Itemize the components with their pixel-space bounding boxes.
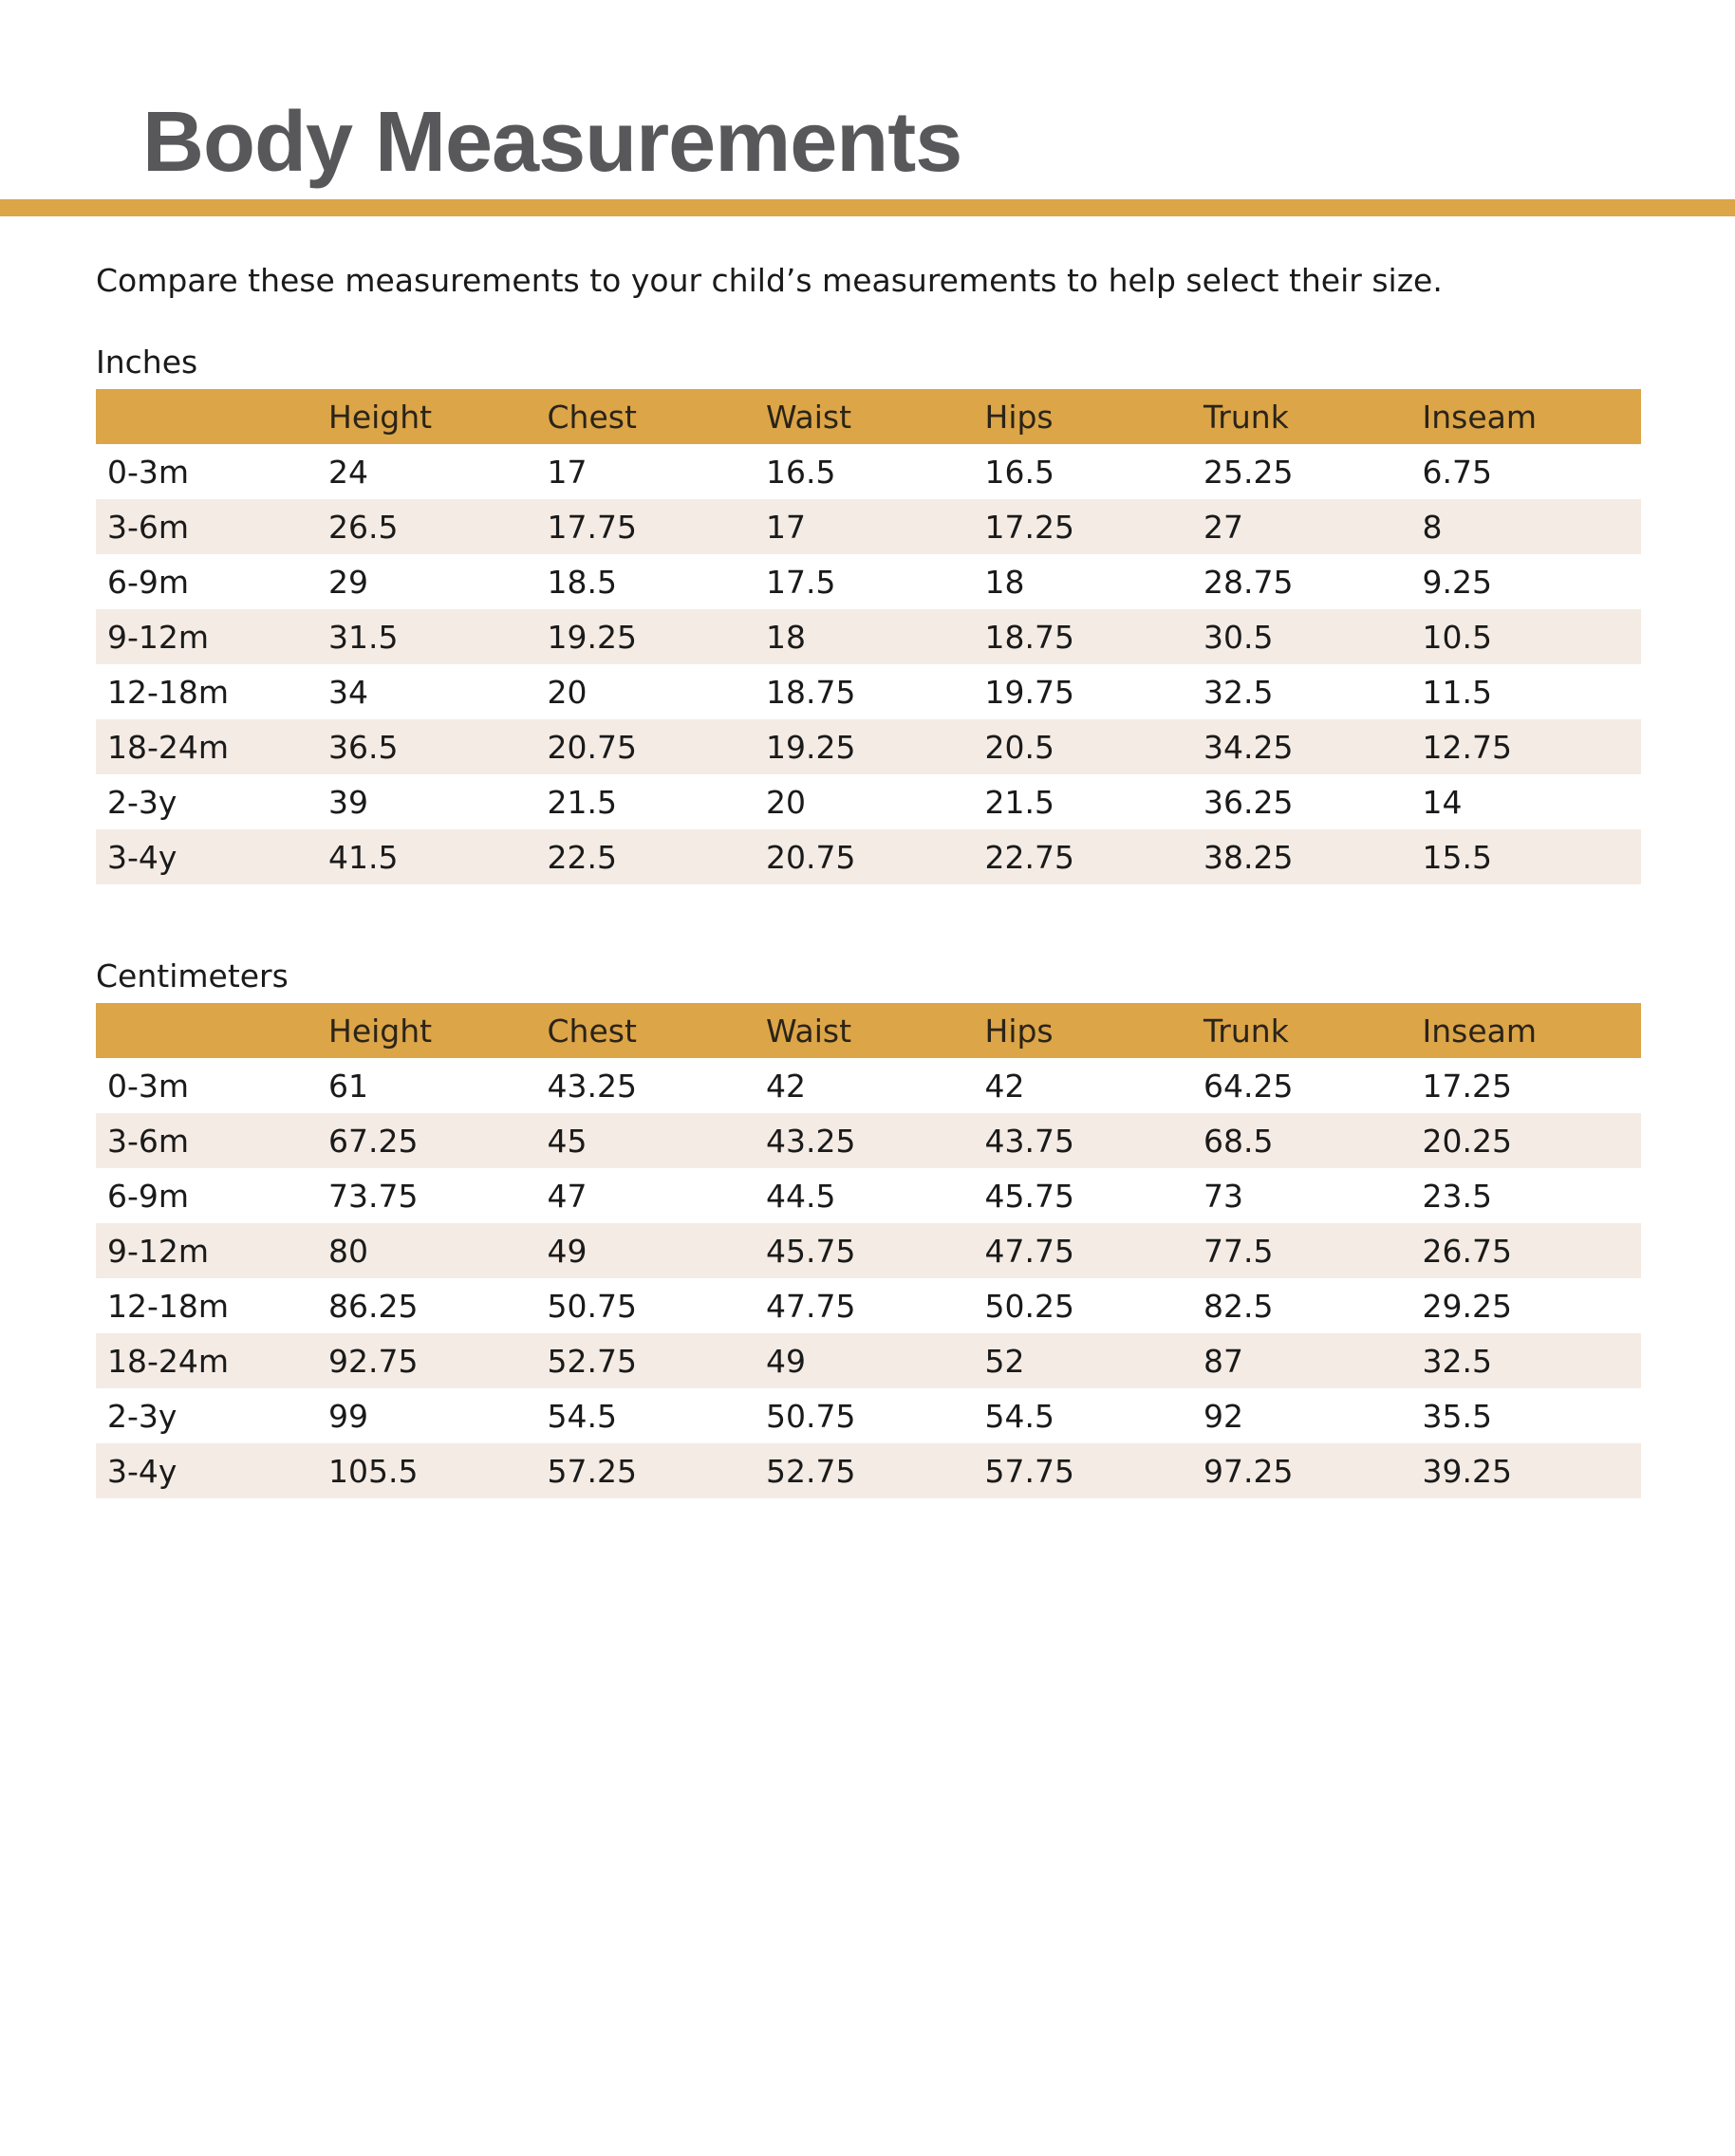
value-cell: 80 — [328, 1232, 368, 1270]
value-cell: 32.5 — [1422, 1342, 1492, 1380]
value-cell: 34.25 — [1203, 728, 1294, 766]
size-cell: 6-9m — [107, 563, 190, 601]
value-cell: 42 — [984, 1067, 1025, 1105]
header-cell: Chest — [547, 398, 637, 436]
header-cell: Height — [328, 1012, 433, 1050]
value-cell: 32.5 — [1203, 673, 1274, 711]
value-cell: 30.5 — [1203, 618, 1274, 656]
table-row — [96, 829, 1641, 884]
value-cell: 45.75 — [984, 1177, 1074, 1215]
value-cell: 31.5 — [328, 618, 399, 656]
value-cell: 105.5 — [328, 1452, 419, 1490]
value-cell: 28.75 — [1203, 563, 1294, 601]
value-cell: 19.25 — [547, 618, 637, 656]
header-cell-size — [96, 389, 328, 444]
value-cell: 38.25 — [1203, 838, 1294, 876]
value-cell: 20 — [766, 783, 806, 821]
table-row — [96, 1223, 1641, 1278]
value-cell: 45 — [547, 1122, 588, 1160]
value-cell: 17 — [766, 508, 806, 546]
size-cell: 12-18m — [107, 1287, 230, 1325]
table-row — [96, 1168, 1641, 1223]
value-cell: 47.75 — [984, 1232, 1074, 1270]
table-row — [96, 1113, 1641, 1168]
value-cell: 49 — [766, 1342, 806, 1380]
value-cell: 17.75 — [547, 508, 637, 546]
value-cell: 97.25 — [1203, 1452, 1294, 1490]
value-cell: 22.5 — [547, 838, 617, 876]
value-cell: 77.5 — [1203, 1232, 1274, 1270]
value-cell: 82.5 — [1203, 1287, 1274, 1325]
value-cell: 14 — [1422, 783, 1463, 821]
value-cell: 43.25 — [766, 1122, 856, 1160]
value-cell: 99 — [328, 1397, 368, 1435]
value-cell: 21.5 — [984, 783, 1054, 821]
table-header-row — [96, 1003, 1641, 1058]
value-cell: 16.5 — [984, 453, 1054, 491]
value-cell: 20.75 — [766, 838, 856, 876]
value-cell: 19.75 — [984, 673, 1074, 711]
value-cell: 52.75 — [766, 1452, 856, 1490]
value-cell: 18 — [984, 563, 1025, 601]
value-cell: 18.75 — [984, 618, 1074, 656]
value-cell: 42 — [766, 1067, 806, 1105]
value-cell: 17.25 — [1422, 1067, 1512, 1105]
value-cell: 39 — [328, 783, 368, 821]
value-cell: 67.25 — [328, 1122, 419, 1160]
header-cell: Trunk — [1203, 1012, 1289, 1050]
value-cell: 17.25 — [984, 508, 1074, 546]
value-cell: 61 — [328, 1067, 368, 1105]
value-cell: 41.5 — [328, 838, 399, 876]
table-header-row — [96, 389, 1641, 444]
value-cell: 92.75 — [328, 1342, 419, 1380]
value-cell: 68.5 — [1203, 1122, 1274, 1160]
table-row — [96, 1278, 1641, 1333]
value-cell: 54.5 — [984, 1397, 1054, 1435]
size-cell: 9-12m — [107, 618, 210, 656]
value-cell: 43.75 — [984, 1122, 1074, 1160]
table-row — [96, 664, 1641, 719]
header-cell: Waist — [766, 1012, 852, 1050]
value-cell: 47.75 — [766, 1287, 856, 1325]
header-cell: Waist — [766, 398, 852, 436]
table-row — [96, 1388, 1641, 1443]
value-cell: 49 — [547, 1232, 588, 1270]
size-cell: 12-18m — [107, 673, 230, 711]
size-cell: 18-24m — [107, 1342, 230, 1380]
value-cell: 36.5 — [328, 728, 399, 766]
intro-text: Compare these measurements to your child’s measurements to help select their size. — [96, 262, 1443, 299]
header-cell: Hips — [984, 398, 1054, 436]
size-cell: 9-12m — [107, 1232, 210, 1270]
value-cell: 36.25 — [1203, 783, 1294, 821]
size-cell: 3-4y — [107, 1452, 177, 1490]
value-cell: 20.75 — [547, 728, 637, 766]
header-cell: Chest — [547, 1012, 637, 1050]
size-cell: 3-4y — [107, 838, 177, 876]
value-cell: 24 — [328, 453, 368, 491]
size-cell: 18-24m — [107, 728, 230, 766]
value-cell: 29 — [328, 563, 368, 601]
centimeters-table — [96, 1003, 1641, 1498]
table-row — [96, 1058, 1641, 1113]
value-cell: 35.5 — [1422, 1397, 1492, 1435]
value-cell: 9.25 — [1422, 563, 1492, 601]
value-cell: 26.5 — [328, 508, 399, 546]
page-title: Body Measurements — [142, 95, 962, 190]
table-row — [96, 1333, 1641, 1388]
table-row — [96, 1443, 1641, 1498]
size-cell: 0-3m — [107, 453, 190, 491]
value-cell: 15.5 — [1422, 838, 1492, 876]
value-cell: 57.25 — [547, 1452, 637, 1490]
value-cell: 52 — [984, 1342, 1025, 1380]
value-cell: 20.25 — [1422, 1122, 1512, 1160]
header-cell: Inseam — [1422, 1012, 1538, 1050]
table-row — [96, 609, 1641, 664]
value-cell: 26.75 — [1422, 1232, 1512, 1270]
value-cell: 39.25 — [1422, 1452, 1512, 1490]
table-row — [96, 554, 1641, 609]
size-cell: 3-6m — [107, 1122, 190, 1160]
table-row — [96, 499, 1641, 554]
value-cell: 50.25 — [984, 1287, 1074, 1325]
header-cell: Hips — [984, 1012, 1054, 1050]
value-cell: 12.75 — [1422, 728, 1512, 766]
value-cell: 29.25 — [1422, 1287, 1512, 1325]
value-cell: 18.5 — [547, 563, 617, 601]
size-cell: 2-3y — [107, 1397, 177, 1435]
value-cell: 86.25 — [328, 1287, 419, 1325]
value-cell: 17 — [547, 453, 588, 491]
value-cell: 22.75 — [984, 838, 1074, 876]
size-cell: 3-6m — [107, 508, 190, 546]
value-cell: 50.75 — [766, 1397, 856, 1435]
title-divider — [0, 199, 1735, 216]
value-cell: 6.75 — [1422, 453, 1492, 491]
centimeters-label: Centimeters — [96, 957, 289, 994]
value-cell: 19.25 — [766, 728, 856, 766]
value-cell: 17.5 — [766, 563, 836, 601]
value-cell: 8 — [1422, 508, 1443, 546]
value-cell: 64.25 — [1203, 1067, 1294, 1105]
value-cell: 16.5 — [766, 453, 836, 491]
header-cell-size — [96, 1003, 328, 1058]
value-cell: 10.5 — [1422, 618, 1492, 656]
size-cell: 6-9m — [107, 1177, 190, 1215]
value-cell: 20 — [547, 673, 588, 711]
table-row — [96, 774, 1641, 829]
inches-label: Inches — [96, 344, 198, 381]
value-cell: 43.25 — [547, 1067, 637, 1105]
value-cell: 87 — [1203, 1342, 1243, 1380]
value-cell: 18 — [766, 618, 806, 656]
table-row — [96, 444, 1641, 499]
value-cell: 23.5 — [1422, 1177, 1492, 1215]
value-cell: 47 — [547, 1177, 588, 1215]
value-cell: 57.75 — [984, 1452, 1074, 1490]
value-cell: 34 — [328, 673, 368, 711]
value-cell: 73.75 — [328, 1177, 419, 1215]
size-cell: 2-3y — [107, 783, 177, 821]
header-cell: Inseam — [1422, 398, 1538, 436]
value-cell: 50.75 — [547, 1287, 637, 1325]
value-cell: 27 — [1203, 508, 1243, 546]
value-cell: 73 — [1203, 1177, 1243, 1215]
header-cell: Trunk — [1203, 398, 1289, 436]
header-cell: Height — [328, 398, 433, 436]
value-cell: 11.5 — [1422, 673, 1492, 711]
value-cell: 44.5 — [766, 1177, 836, 1215]
size-cell: 0-3m — [107, 1067, 190, 1105]
value-cell: 21.5 — [547, 783, 617, 821]
value-cell: 92 — [1203, 1397, 1243, 1435]
table-row — [96, 719, 1641, 774]
value-cell: 20.5 — [984, 728, 1054, 766]
value-cell: 45.75 — [766, 1232, 856, 1270]
inches-table — [96, 389, 1641, 884]
value-cell: 25.25 — [1203, 453, 1294, 491]
value-cell: 52.75 — [547, 1342, 637, 1380]
value-cell: 18.75 — [766, 673, 856, 711]
value-cell: 54.5 — [547, 1397, 617, 1435]
